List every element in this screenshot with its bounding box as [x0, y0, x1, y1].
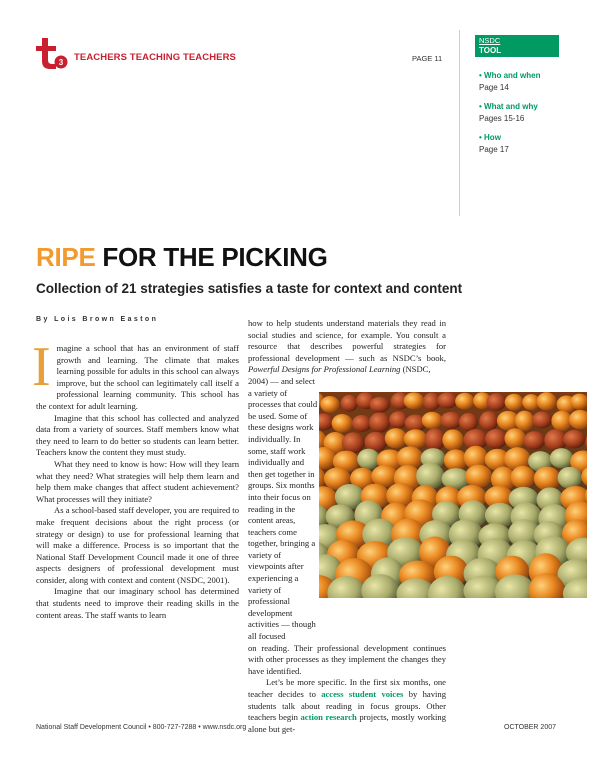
fruit	[523, 431, 545, 449]
sidebar-links	[479, 70, 589, 163]
t3-logo-icon	[30, 36, 70, 70]
fruit	[370, 397, 391, 413]
fruit	[455, 393, 474, 410]
fruit	[532, 411, 552, 428]
svg-text:3: 3	[58, 58, 64, 67]
paragraph: on reading. Their professional development continues with other processes as they implement the changes they have identified.	[248, 642, 446, 676]
sidebar-link-what-and-why[interactable]	[479, 101, 589, 124]
fruit	[487, 393, 507, 411]
paragraph	[248, 318, 446, 376]
fruit	[422, 412, 443, 429]
fruit	[352, 415, 372, 432]
sidebar-link-label[interactable]: • How	[479, 133, 501, 142]
paragraph-text: how to help students understand materials they read in social studies and science, for example. You consult a resource that describes powerful strategies for professional development — such as NSDC’s book,	[248, 318, 446, 363]
fruit	[357, 449, 380, 470]
fruit	[404, 429, 427, 448]
fruit	[459, 413, 478, 431]
paragraph: Imagine that this school has collected and analyzed data from a variety of sources. Staff members know what they need to learn to do better so students can learn better. Teachers know the content they must study.	[36, 412, 239, 458]
series-title: TEACHERS TEACHING TEACHERS	[74, 52, 236, 63]
badge-bottom-label: TOOL	[479, 46, 502, 55]
article-column-1	[32, 336, 239, 621]
article-headline	[36, 241, 328, 273]
sidebar-divider	[459, 30, 460, 216]
paragraph-text: projects, mostly working alone but get-	[248, 712, 446, 734]
article-subhead: Collection of 21 strategies satisfies a taste for context and content	[36, 281, 463, 296]
sidebar-link-label[interactable]: • What and why	[479, 102, 538, 111]
fruit	[505, 394, 524, 411]
fruit	[369, 412, 390, 432]
headline-accent: RIPE	[36, 242, 96, 272]
fruit	[550, 448, 573, 468]
fruit	[425, 428, 446, 451]
fruit	[332, 414, 353, 433]
fruit	[558, 467, 582, 489]
paragraph-text: magine a school that has an environment of staff growth and learning. The climate that makes learning possible for adults in this school can always improve, but the school can legitimately call itself a professional learning community. This school has the context for adult learning.	[36, 343, 239, 411]
fruit	[465, 465, 492, 488]
badge-top-label[interactable]: NSDC	[479, 36, 501, 45]
fruit	[511, 466, 536, 489]
sidebar-link-label[interactable]: • Who and when	[479, 71, 541, 80]
sidebar-link-page: Page 17	[479, 145, 509, 154]
footer-date: OCTOBER 2007	[504, 724, 557, 731]
fruit	[385, 428, 407, 448]
nsdc-tool-badge	[475, 35, 559, 57]
fruit	[479, 411, 498, 431]
paragraph: As a school-based staff developer, you are required to make frequent decisions about the right process (or strategy or design) to use for professional learning that will make a difference. Process is so important that the National Staff Development Council made it one of three aspects designers of professional development must consider, along with context and content (NSDC, 2001).	[36, 505, 239, 585]
sidebar-link-how[interactable]	[479, 132, 589, 155]
byline: By Lois Brown Easton	[36, 316, 159, 323]
fruit	[341, 395, 358, 412]
book-title: Powerful Designs for Professional Learning	[248, 364, 401, 375]
sidebar-link-page: Pages 15-16	[479, 114, 525, 123]
fruit-photo	[319, 392, 587, 598]
paragraph-text: (NSDC,	[400, 364, 431, 375]
fruit	[537, 392, 557, 410]
fruit	[416, 463, 444, 489]
fruit	[485, 429, 507, 449]
page-number: PAGE 11	[412, 54, 443, 63]
fruit	[404, 392, 425, 409]
fruit	[320, 396, 339, 413]
paragraph-wrap-around-photo: 2004) — and select a variety of processes that could be used. Some of these designs work individually. In some, staff work individually and then get together in groups. Six months into their focus on reading in the content areas, teachers come together, bringing a variety of viewpoints after experiencing a variety of professional development activities — though all focused	[248, 375, 318, 642]
strategy-link-action-research[interactable]: action research	[300, 712, 357, 723]
strategy-link-access-student-voices[interactable]: access student voices	[321, 689, 404, 699]
fruit	[437, 392, 457, 408]
sidebar-link-who-and-when[interactable]	[479, 70, 589, 93]
fruit	[534, 466, 561, 490]
paragraph-text: Let’s be more specific. In the first six months, one teacher decides to	[248, 677, 446, 699]
fruit	[440, 412, 462, 429]
paragraph-text: by having students talk about reading in focus groups. Other teachers begin	[248, 689, 447, 723]
paragraph	[248, 677, 446, 735]
footer-contact: National Staff Development Council • 800-727-7288 • www.nsdc.org	[36, 724, 247, 731]
paragraph: Imagine that our imaginary school has determined that students need to improve their reading skills in the content areas. The staff wants to learn	[36, 586, 239, 620]
fruit	[504, 428, 525, 448]
fruit	[515, 411, 534, 431]
sidebar-link-page: Page 14	[479, 83, 509, 92]
fruit	[442, 429, 463, 450]
drop-cap: I	[32, 336, 51, 398]
paragraph: What they need to know is how: How will they learn what they need? What strategies will help them learn and help them make changes that affect student achievement? What processes will they initiate?	[36, 458, 239, 504]
headline-rest: FOR THE PICKING	[95, 242, 328, 272]
fruit	[563, 430, 585, 448]
paragraph	[32, 336, 239, 413]
fruit	[342, 432, 365, 453]
